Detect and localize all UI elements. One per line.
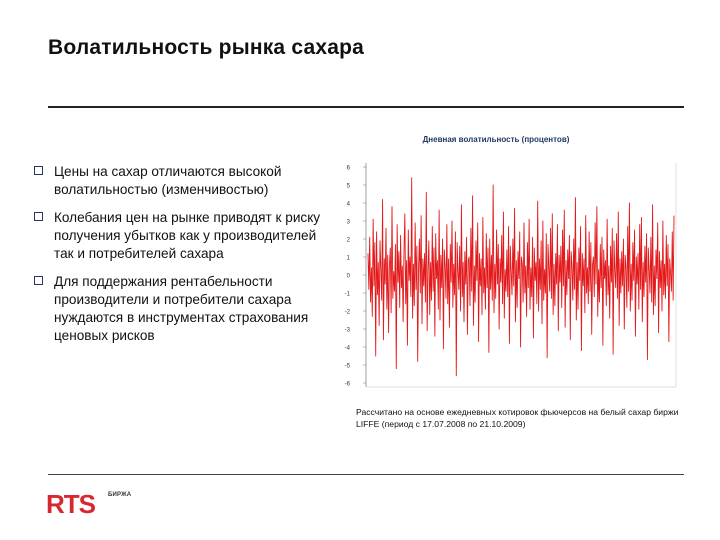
y-tick-label: 5 — [346, 183, 350, 190]
logo-subtext: БИРЖА — [108, 492, 132, 498]
bullet-text: Для поддержания рентабельности производители и потребители сахара нуждаются в инструментах страхования ценовых рисков — [54, 274, 309, 343]
chart-caption: Рассчитано на основе ежедневных котировок фьючерсов на белый сахар биржи LIFFE (период с 17.07.2008 по 21.10.2009) — [356, 407, 679, 429]
y-tick-label: 1 — [346, 255, 350, 262]
checkbox-bullet-icon — [34, 166, 43, 175]
slide-title: Волатильность рынка сахара — [48, 36, 365, 59]
y-tick-label: -3 — [344, 327, 350, 334]
chart-title: Дневная волатильность (процентов) — [422, 135, 570, 144]
bullet-item — [34, 163, 324, 199]
checkbox-bullet-icon — [34, 276, 43, 285]
title-divider — [48, 106, 684, 108]
y-tick-label: 4 — [346, 201, 350, 208]
y-tick-label: -4 — [344, 345, 350, 352]
bullet-item — [34, 273, 324, 345]
rts-logo — [46, 490, 156, 520]
y-tick-label: -2 — [344, 309, 350, 316]
bullet-text: Колебания цен на рынке приводят к риску получения убытков как у производителей так и потребителей сахара — [54, 210, 321, 261]
y-tick-label: 2 — [346, 237, 350, 244]
volatility-chart — [336, 125, 684, 393]
checkbox-bullet-icon — [34, 212, 43, 221]
footer-divider — [48, 474, 684, 475]
y-tick-label: -6 — [344, 381, 350, 388]
bullet-list — [34, 163, 324, 355]
logo-text: RTS — [46, 489, 95, 519]
y-tick-label: -1 — [344, 291, 350, 298]
y-tick-label: 6 — [346, 165, 350, 172]
bullet-text: Цены на сахар отличаются высокой волатильностью (изменчивостью) — [54, 164, 282, 197]
bullet-item — [34, 209, 324, 263]
y-tick-label: 0 — [346, 273, 350, 280]
y-tick-label: -5 — [344, 363, 350, 370]
series-line-0 — [368, 178, 674, 376]
y-tick-label: 3 — [346, 219, 350, 226]
